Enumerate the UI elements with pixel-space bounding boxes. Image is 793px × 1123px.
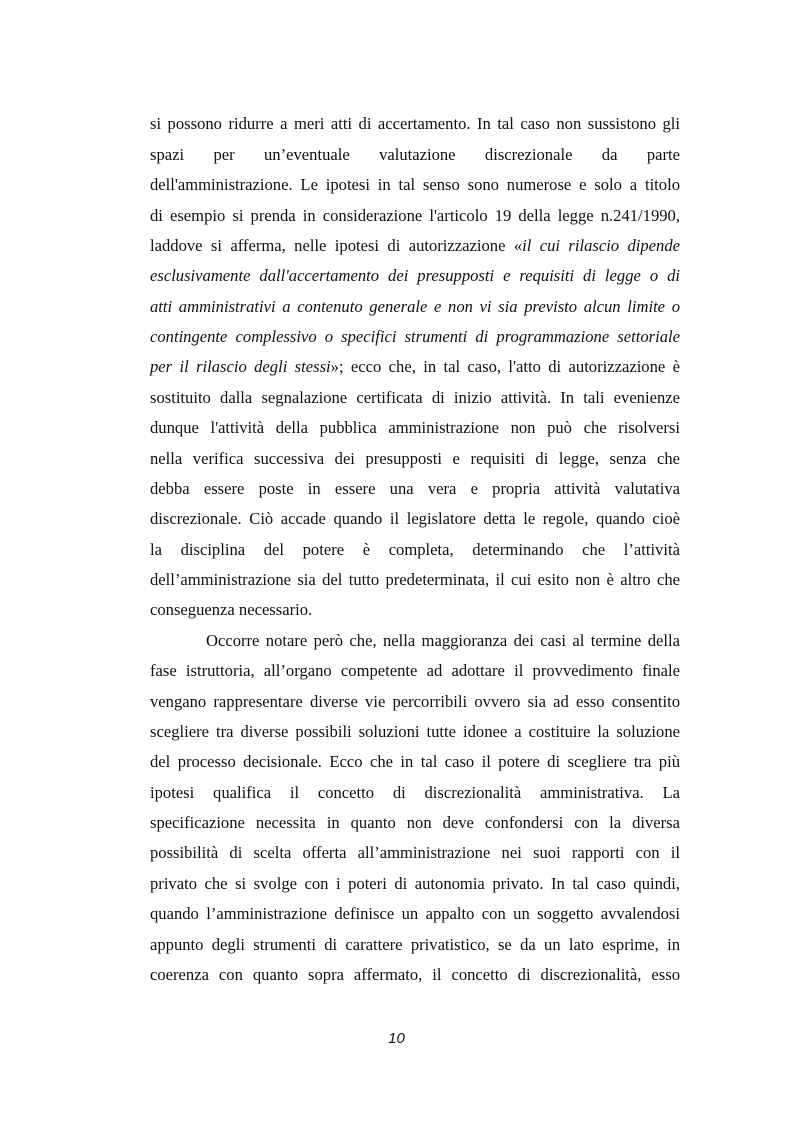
text-line: la disciplina del potere è completa, determinando che l’attività — [150, 540, 680, 559]
text-line: privato che si svolge con i poteri di autonomia privato. In tal caso quindi, — [150, 874, 680, 893]
text-line: del processo decisionale. Ecco che in tal caso il potere di scegliere tra più — [150, 752, 680, 771]
text-line: fase istruttoria, all’organo competente ad adottare il provvedimento finale — [150, 661, 680, 680]
text-line: ipotesi qualifica il concetto di discrezionalità amministrativa. La — [150, 783, 680, 802]
text-line: appunto degli strumenti di carattere privatistico, se da un lato esprime, in — [150, 935, 680, 954]
page-number: 10 — [388, 1030, 405, 1047]
text-line: atti amministrativi a contenuto generale e non vi sia previsto alcun limite o — [150, 297, 680, 316]
italic-quote: il cui rilascio dipende — [522, 236, 681, 255]
text-line: di esempio si prenda in considerazione l'articolo 19 della legge n.241/1990, — [150, 206, 680, 225]
text-line: per il rilascio degli stessi»; ecco che, in tal caso, l'atto di autorizzazione è — [150, 357, 680, 376]
text-line: debba essere poste in essere una vera e propria attività valutativa — [150, 479, 680, 498]
text-line: discrezionale. Ciò accade quando il legislatore detta le regole, quando cioè — [150, 509, 680, 528]
text-line: dell’amministrazione sia del tutto predeterminata, il cui esito non è altro che — [150, 570, 680, 589]
text-line: dell'amministrazione. Le ipotesi in tal senso sono numerose e solo a titolo — [150, 175, 680, 194]
text-line: vengano rappresentare diverse vie percorribili ovvero sia ad esso consentito — [150, 692, 680, 711]
text-line: possibilità di scelta offerta all’amministrazione nei suoi rapporti con il — [150, 843, 680, 862]
text-line: laddove si afferma, nelle ipotesi di autorizzazione «il cui rilascio dipende — [150, 236, 681, 255]
text-line: conseguenza necessario. — [150, 600, 313, 619]
italic-quote: per il rilascio degli stessi — [150, 357, 331, 376]
text-line: Occorre notare però che, nella maggioranza dei casi al termine della — [206, 631, 680, 650]
text-line: esclusivamente dall'accertamento dei presupposti e requisiti di legge o di — [150, 266, 680, 285]
text-line: si possono ridurre a meri atti di accertamento. In tal caso non sussistono gli — [150, 114, 680, 133]
text-line: spazi per un’eventuale valutazione discrezionale da parte — [150, 145, 680, 164]
text-line: specificazione necessita in quanto non deve confondersi con la diversa — [150, 813, 680, 832]
text-line: quando l’amministrazione definisce un appalto con un soggetto avvalendosi — [150, 904, 680, 923]
text-line: coerenza con quanto sopra affermato, il concetto di discrezionalità, esso — [150, 965, 680, 984]
text-line: scegliere tra diverse possibili soluzioni tutte idonee a costituire la soluzione — [150, 722, 680, 741]
text-line: contingente complessivo o specifici strumenti di programmazione settoriale — [150, 327, 680, 346]
text-line: sostituito dalla segnalazione certificata di inizio attività. In tali evenienze — [150, 388, 680, 407]
text-line: nella verifica successiva dei presupposti e requisiti di legge, senza che — [150, 449, 680, 468]
text-line: dunque l'attività della pubblica amministrazione non può che risolversi — [150, 418, 680, 437]
